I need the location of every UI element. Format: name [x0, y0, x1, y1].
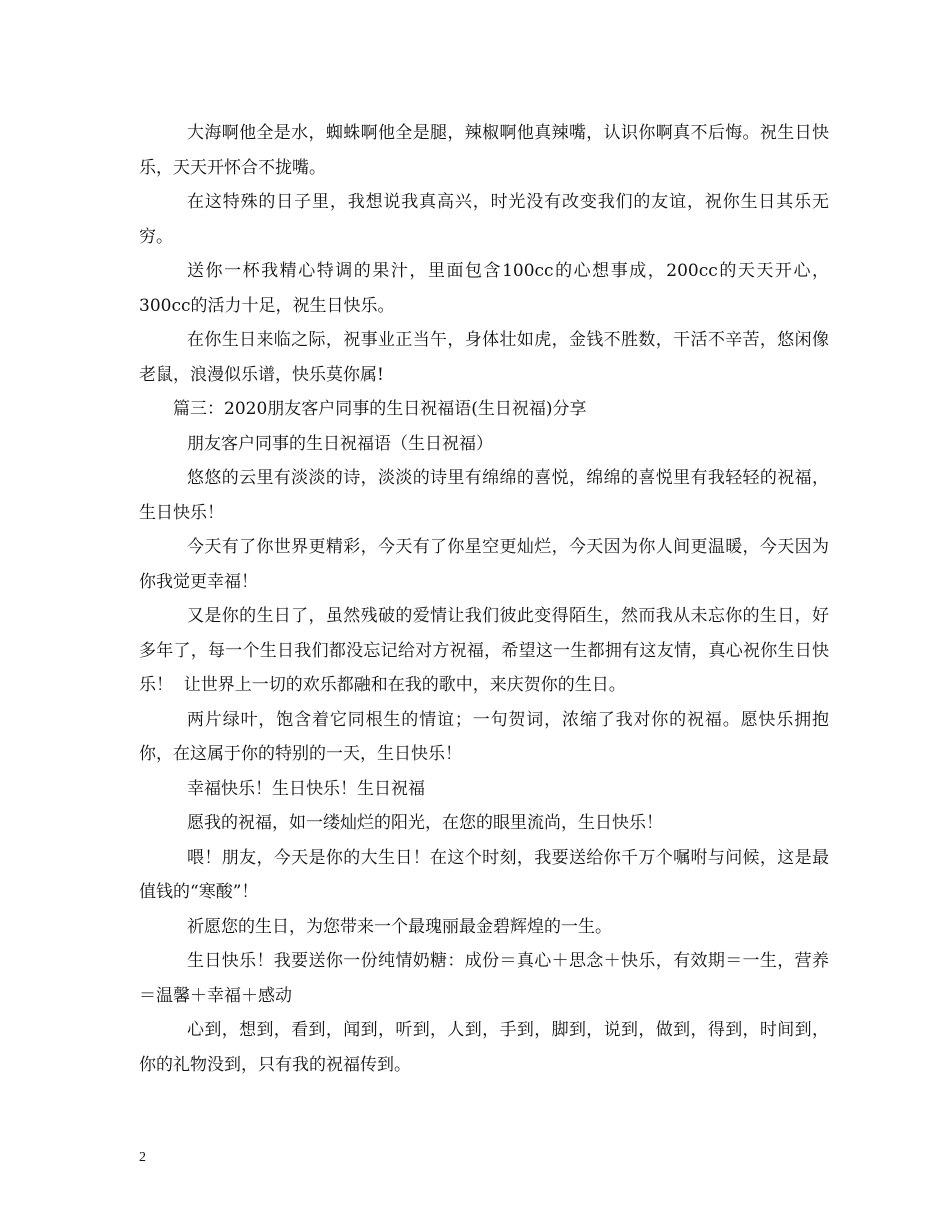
page-number: 2: [139, 1150, 146, 1165]
section-heading: 篇三：2020朋友客户同事的生日祝福语(生日祝福)分享: [173, 399, 587, 419]
paragraph: 今天有了你世界更精彩，今天有了你星空更灿烂，今天因为你人间更温暖，今天因为你我觉更幸福！: [139, 537, 829, 592]
paragraph: 两片绿叶，饱含着它同根生的情谊；一句贺词，浓缩了我对你的祝福。愿快乐拥抱你，在这属于你的特别的一天，生日快乐！: [139, 709, 829, 764]
paragraph: 喂！朋友，今天是你的大生日！在这个时刻，我要送给你千万个嘱咐与问候，这是最值钱的“寒酸”！: [139, 847, 829, 902]
paragraph: 送你一杯我精心特调的果汁，里面包含100cc的心想事成，200cc的天天开心，300cc的活力十足，祝生日快乐。: [139, 261, 829, 316]
paragraph: 在这特殊的日子里，我想说我真高兴，时光没有改变我们的友谊，祝你生日其乐无穷。: [139, 192, 829, 247]
paragraph: 幸福快乐！生日快乐！生日祝福: [187, 778, 425, 799]
paragraph: 生日快乐！我要送你一份纯情奶糖：成份＝真心＋思念＋快乐，有效期＝一生，营养＝温馨＋幸福＋感动: [139, 951, 829, 1006]
paragraph: 悠悠的云里有淡淡的诗，淡淡的诗里有绵绵的喜悦，绵绵的喜悦里有我轻轻的祝福，生日快乐！: [139, 468, 829, 523]
paragraph: 愿我的祝福，如一缕灿烂的阳光，在您的眼里流尚，生日快乐！: [187, 813, 663, 833]
document-body: [139, 116, 829, 1082]
paragraph: 心到，想到，看到，闻到，听到，人到，手到，脚到，说到，做到，得到，时间到，你的礼物没到，只有我的祝福传到。: [139, 1020, 829, 1075]
paragraph: 在你生日来临之际，祝事业正当午，身体壮如虎，金钱不胜数，干活不辛苦，悠闲像老鼠，浪漫似乐谱，快乐莫你属!: [139, 330, 829, 385]
section-subtitle: 朋友客户同事的生日祝福语（生日祝福）: [187, 433, 493, 454]
paragraph: 大海啊他全是水，蜘蛛啊他全是腿，辣椒啊他真辣嘴，认识你啊真不后悔。祝生日快乐，天天开怀合不拢嘴。: [139, 123, 829, 178]
paragraph: 祈愿您的生日，为您带来一个最瑰丽最金碧辉煌的一生。: [187, 916, 612, 937]
paragraph: 又是你的生日了，虽然残破的爱情让我们彼此变得陌生，然而我从未忘你的生日，好多年了，每一个生日我们都没忘记给对方祝福，希望这一生都拥有这友情，真心祝你生日快乐！ 让世界上一切的欢乐都融和在我的歌中，来庆贺你的生日。: [139, 606, 829, 695]
